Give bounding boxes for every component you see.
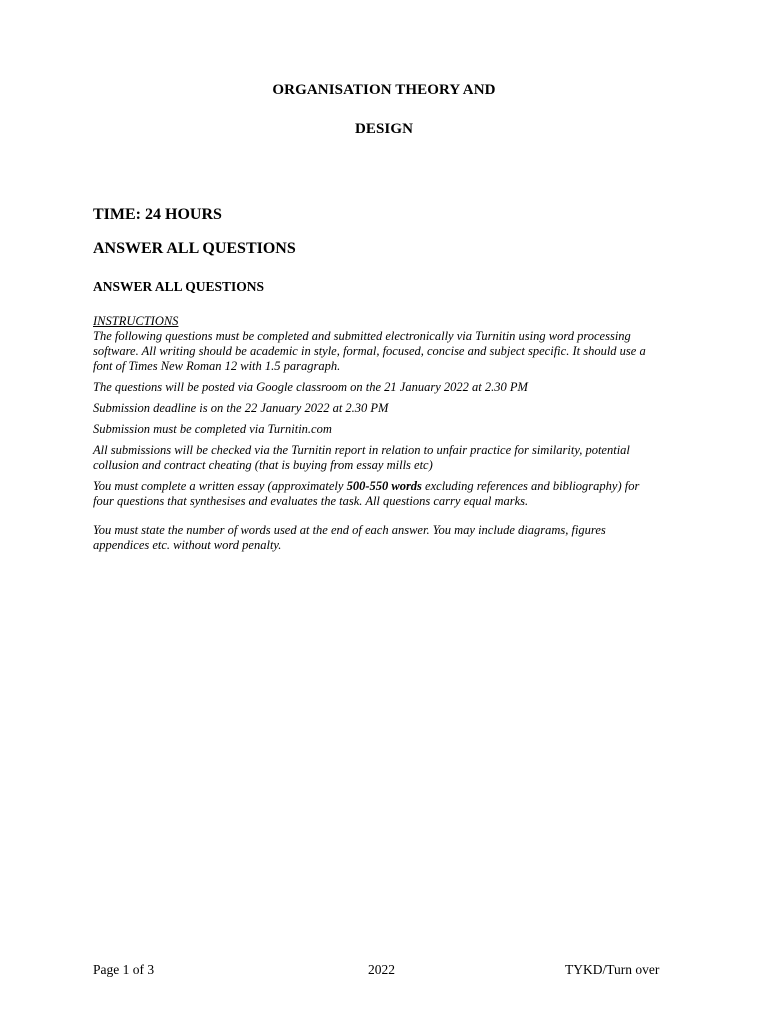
instruction-paragraph-3: Submission deadline is on the 22 January 2022 at 2.30 PM bbox=[93, 401, 389, 415]
answer-all-heading: ANSWER ALL QUESTIONS bbox=[93, 240, 296, 257]
instructions-section bbox=[93, 314, 658, 559]
instruction-p6-text-after: excluding references and bibliography) for four questions that synthesises and evaluates the task. All questions carry equal marks. bbox=[93, 479, 640, 508]
document-title-line-2: DESIGN bbox=[354, 121, 414, 137]
instruction-p6-text-before: You must complete a written essay (approximately bbox=[93, 479, 347, 493]
instructions-heading: INSTRUCTIONS bbox=[93, 314, 179, 328]
document-title-line-1: ORGANISATION THEORY AND bbox=[272, 82, 496, 98]
word-count-requirement: 500-550 words bbox=[346, 479, 422, 493]
footer-year: 2022 bbox=[368, 962, 395, 977]
time-heading: TIME: 24 HOURS bbox=[93, 206, 222, 223]
answer-all-subheading: ANSWER ALL QUESTIONS bbox=[93, 279, 265, 294]
instruction-paragraph-5: All submissions will be checked via the Turnitin report in relation to unfair practice for similarity, potential collusion and contract cheating (that is buying from essay mills etc) bbox=[93, 443, 630, 472]
footer-page-number: Page 1 of 3 bbox=[93, 962, 155, 977]
instruction-paragraph-7: You must state the number of words used at the end of each answer. You may include diagrams, figures appendices etc. without word penalty. bbox=[93, 523, 606, 552]
footer-code: TYKD/Turn over bbox=[565, 962, 660, 977]
instruction-paragraph-6 bbox=[93, 479, 658, 509]
instruction-paragraph-1: The following questions must be completed and submitted electronically via Turnitin using word processing software. All writing should be academic in style, formal, focused, concise and subject specific. It should use a font of Times New Roman 12 with 1.5 paragraph. bbox=[93, 329, 646, 373]
instruction-paragraph-4: Submission must be completed via Turnitin.com bbox=[93, 422, 332, 436]
instruction-paragraph-2: The questions will be posted via Google classroom on the 21 January 2022 at 2.30 PM bbox=[93, 380, 528, 394]
